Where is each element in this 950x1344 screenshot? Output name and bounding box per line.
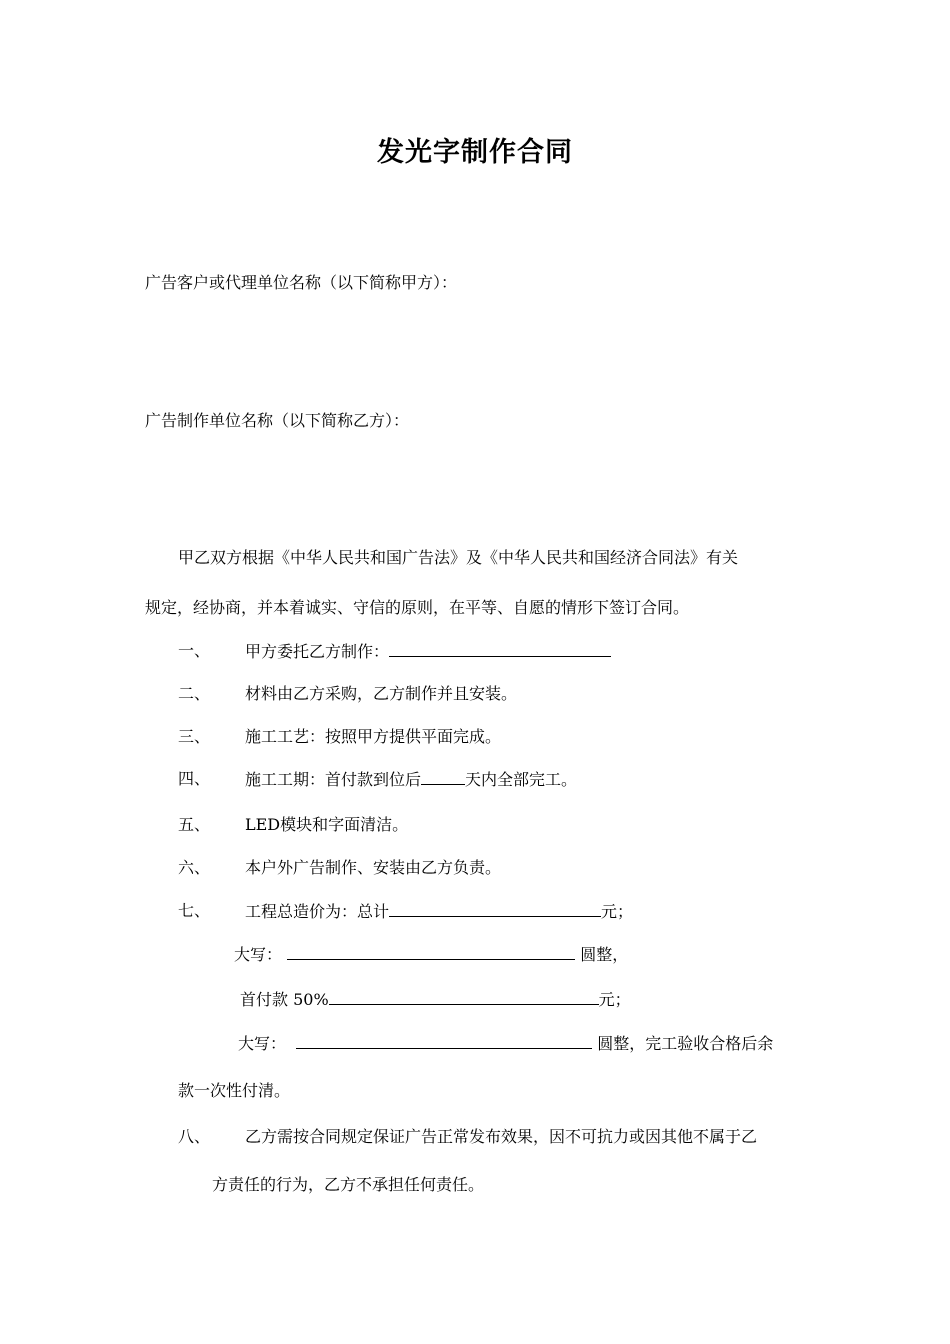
clause-3-number: 三、 [178, 727, 211, 746]
down-payment-blank[interactable] [329, 988, 599, 1005]
clause-1-blank[interactable] [389, 640, 611, 657]
clause-8-number: 八、 [178, 1127, 211, 1146]
price-daxie-line-1 [234, 943, 628, 966]
daxie-2-suffix: 圆整，完工验收合格后余 [597, 1034, 774, 1053]
clause-1-label: 甲方委托乙方制作： [245, 642, 390, 661]
clause-7-text [245, 900, 633, 923]
daxie-1-blank[interactable] [287, 943, 575, 960]
price-daxie-line-2 [238, 1032, 773, 1055]
clause-5-text: LED模块和字面清洁。 [245, 815, 409, 834]
down-payment-label: 首付款 50% [240, 990, 329, 1009]
party-a-label: 广告客户或代理单位名称（以下简称甲方）： [145, 273, 458, 292]
down-payment-line [240, 988, 631, 1011]
clause-6-text: 本户外广告制作、安装由乙方负责。 [245, 858, 502, 877]
total-price-blank[interactable] [389, 900, 601, 917]
clause-4-suffix: 天内全部完工。 [465, 770, 578, 789]
clause-1-text [245, 640, 611, 663]
daxie-2-blank[interactable] [296, 1032, 592, 1049]
intro-paragraph-line1: 甲乙双方根据《中华人民共和国广告法》及《中华人民共和国经济合同法》有关 [178, 548, 739, 567]
party-b-label: 广告制作单位名称（以下简称乙方）： [145, 411, 410, 430]
down-payment-suffix: 元； [598, 990, 631, 1009]
clause-5-number: 五、 [178, 815, 211, 834]
daxie-1-suffix: 圆整， [580, 945, 629, 964]
daxie-1-label: 大写： [234, 945, 283, 964]
clause-7-label: 工程总造价为：总计 [245, 902, 390, 921]
clause-4-days-blank[interactable] [421, 768, 465, 785]
clause-1-number: 一、 [178, 641, 211, 660]
clause-4-text [245, 768, 577, 791]
clause-8-text-line1: 乙方需按合同规定保证广告正常发布效果，因不可抗力或因其他不属于乙 [245, 1127, 758, 1146]
clause-2-text: 材料由乙方采购，乙方制作并且安装。 [245, 684, 518, 703]
daxie-2-label: 大写： [238, 1034, 287, 1053]
clause-8-text-line2: 方责任的行为，乙方不承担任何责任。 [212, 1175, 485, 1194]
clause-4-label: 施工工期：首付款到位后 [245, 770, 422, 789]
clause-4-number: 四、 [178, 769, 211, 788]
clause-7-suffix: 元； [601, 902, 634, 921]
clause-2-number: 二、 [178, 684, 211, 703]
payment-continuation: 款一次性付清。 [178, 1081, 291, 1100]
intro-paragraph-line2: 规定，经协商，并本着诚实、守信的原则，在平等、自愿的情形下签订合同。 [145, 598, 690, 617]
clause-7-number: 七、 [178, 901, 211, 920]
clause-3-text: 施工工艺：按照甲方提供平面完成。 [245, 727, 502, 746]
clause-6-number: 六、 [178, 858, 211, 877]
document-title: 发光字制作合同 [377, 137, 573, 168]
